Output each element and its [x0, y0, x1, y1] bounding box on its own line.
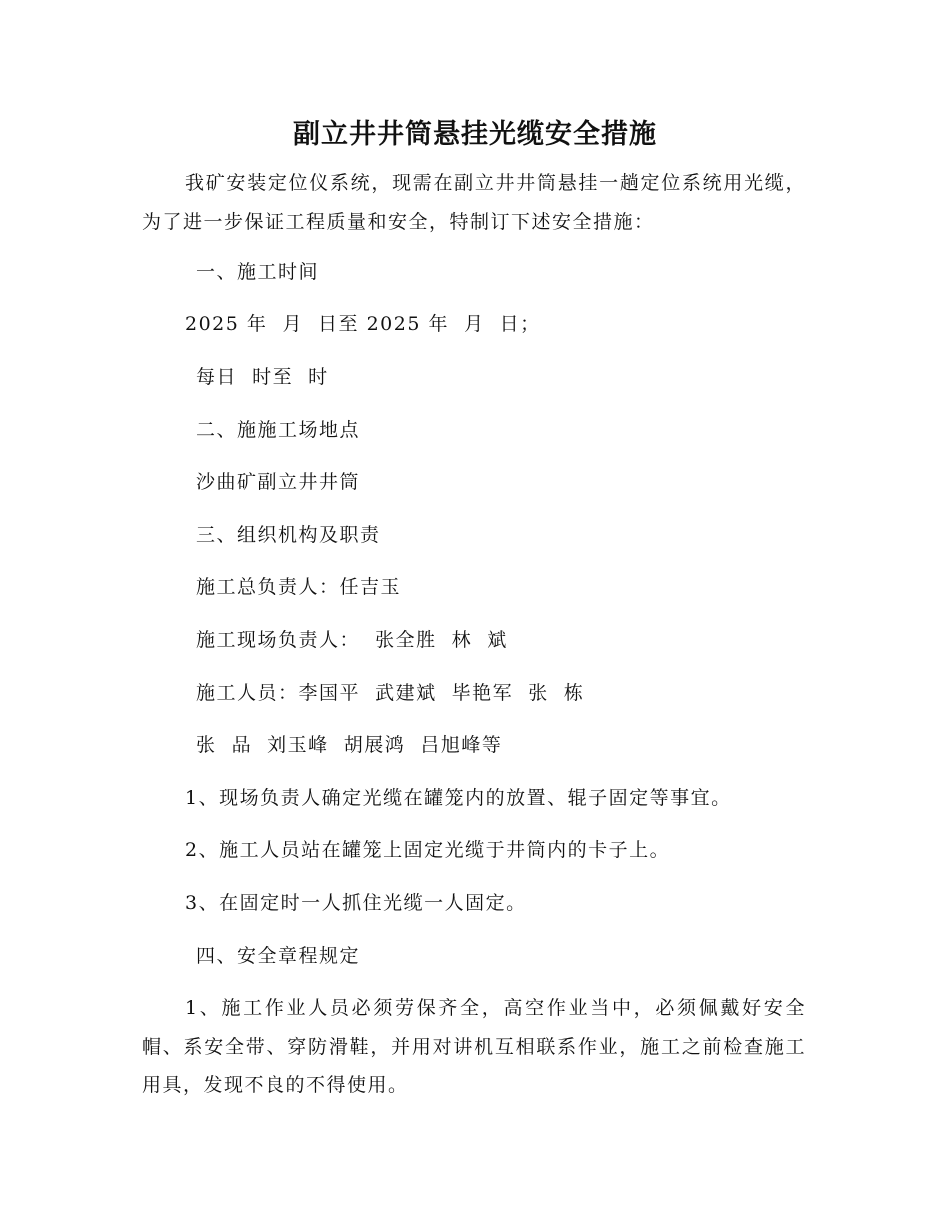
document-title: 副立井井筒悬挂光缆安全措施	[293, 119, 657, 150]
intro-paragraph: 我矿安装定位仪系统，现需在副立井井筒悬挂一趟定位系统用光缆，为了进一步保证工程质量和安全，特制订下述安全措施：	[142, 172, 806, 233]
site-leads: 施工现场负责人： 张全胜 林 斌	[196, 629, 508, 651]
duty-item-1: 1、现场负责人确定光缆在罐笼内的放置、辊子固定等事宜。	[185, 787, 732, 809]
section-heading-time: 一、施工时间	[196, 261, 320, 283]
workers-line-1: 施工人员：李国平 武建斌 毕艳军 张 栋	[196, 682, 585, 704]
location-text: 沙曲矿副立井井筒	[196, 471, 361, 493]
chief-responsible: 施工总负责人：任吉玉	[196, 576, 402, 598]
duty-item-2: 2、施工人员站在罐笼上固定光缆于井筒内的卡子上。	[185, 839, 671, 861]
section-heading-safety: 四、安全章程规定	[196, 945, 361, 967]
duty-item-3: 3、在固定时一人抓住光缆一人固定。	[185, 892, 527, 914]
workers-line-2: 张 品 刘玉峰 胡展鸿 吕旭峰等	[196, 734, 503, 756]
daily-time: 每日 时至 时	[196, 366, 329, 388]
section-heading-organization: 三、组织机构及职责	[196, 524, 381, 546]
section-heading-location: 二、施施工场地点	[196, 419, 361, 441]
date-range: 2025 年 月 日至 2025 年 月 日；	[185, 313, 541, 335]
safety-rule-1: 1、施工作业人员必须劳保齐全，高空作业当中，必须佩戴好安全帽、系安全带、穿防滑鞋，并用对讲机互相联系作业，施工之前检查施工用具，发现不良的不得使用。	[142, 997, 806, 1096]
